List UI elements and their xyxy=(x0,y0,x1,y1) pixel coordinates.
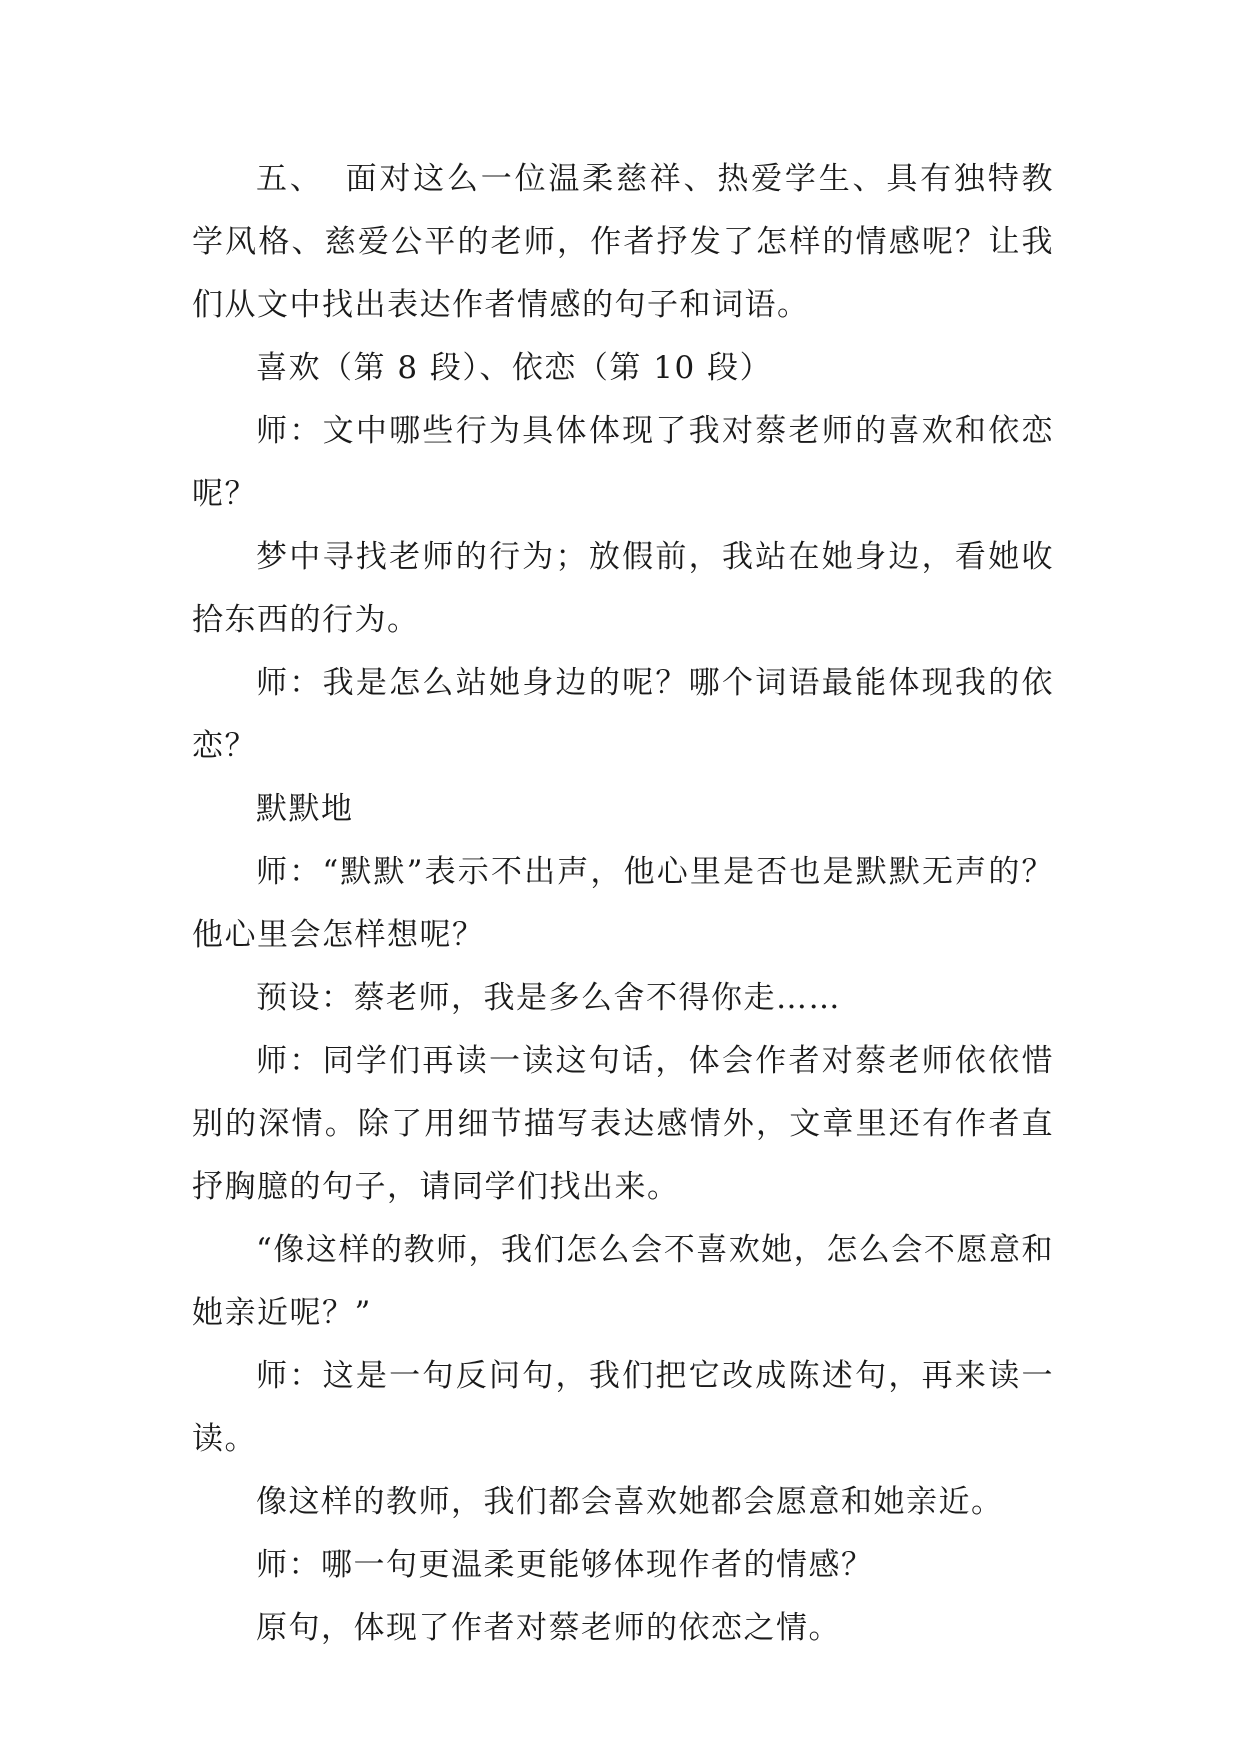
paragraph-teacher-question: 师：同学们再读一读这句话，体会作者对蔡老师依依惜别的深情。除了用细节描写表达感情外，文章里还有作者直抒胸臆的句子，请同学们找出来。 xyxy=(192,1043,1054,1205)
paragraph-student-answer: 默默地 xyxy=(256,791,354,827)
paragraph-student-answer: 原句，体现了作者对蔡老师的依恋之情。 xyxy=(256,1610,841,1646)
section-number: 五、 xyxy=(256,161,324,197)
paragraph-answer-keywords: 喜欢（第 8 段）、依恋（第 10 段） xyxy=(256,350,773,386)
paragraph-teacher-question: 师：文中哪些行为具体体现了我对蔡老师的喜欢和依恋呢？ xyxy=(192,413,1054,512)
paragraph-section-five xyxy=(192,148,1054,337)
paragraph-teacher-question: 师：我是怎么站她身边的呢？哪个词语最能体现我的依恋？ xyxy=(192,665,1054,764)
paragraph-student-answer: 梦中寻找老师的行为；放假前，我站在她身边，看她收拾东西的行为。 xyxy=(192,539,1054,638)
paragraph-teacher-question: 师：“默默”表示不出声，他心里是否也是默默无声的？他心里会怎样想呢？ xyxy=(192,854,1054,953)
paragraph-quotation: “像这样的教师，我们怎么会不喜欢她，怎么会不愿意和她亲近呢？” xyxy=(192,1232,1054,1331)
paragraph-text: 面对这么一位温柔慈祥、热爱学生、具有独特教学风格、慈爱公平的老师，作者抒发了怎样的情感呢？让我们从文中找出表达作者情感的句子和词语。 xyxy=(192,161,1055,323)
document-body xyxy=(192,148,1054,1660)
paragraph-teacher-question: 师：这是一句反问句，我们把它改成陈述句，再来读一读。 xyxy=(192,1358,1054,1457)
paragraph-student-answer: 像这样的教师，我们都会喜欢她都会愿意和她亲近。 xyxy=(256,1484,1004,1520)
paragraph-preset-answer: 预设：蔡老师，我是多么舍不得你走…… xyxy=(256,980,841,1016)
paragraph-teacher-question: 师：哪一句更温柔更能够体现作者的情感？ xyxy=(256,1547,874,1583)
